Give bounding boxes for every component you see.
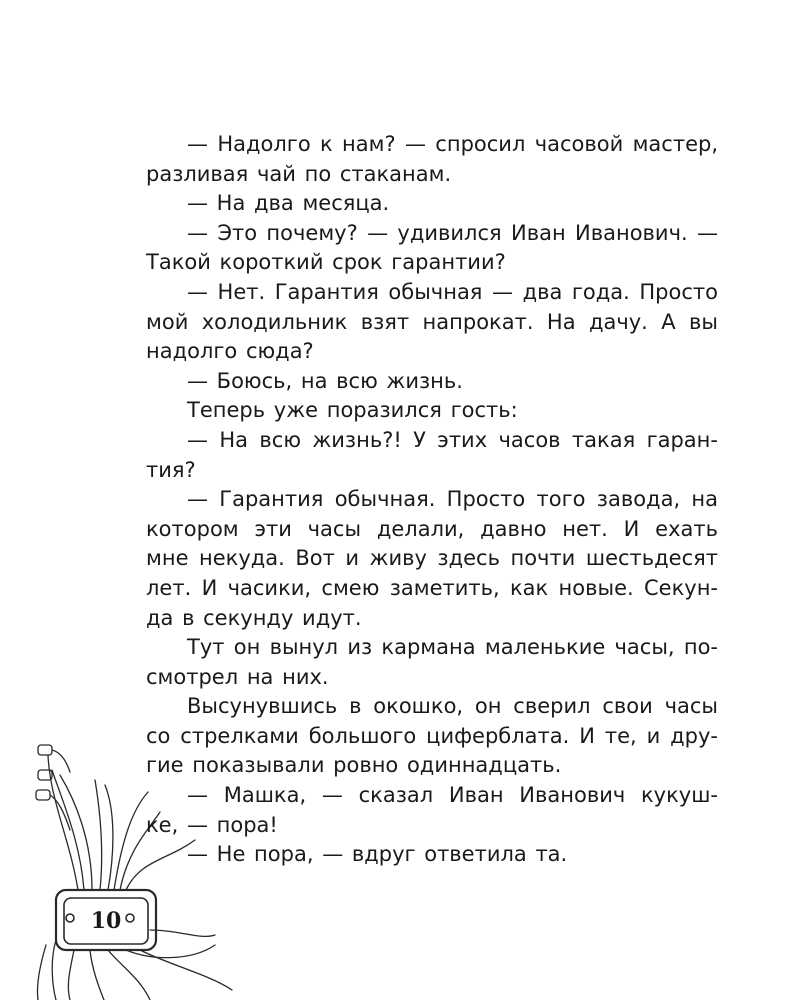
text-line: — Нет. Гарантия обычная — два года. Просто — [187, 279, 718, 304]
text-line: — Боюсь, на всю жизнь. — [187, 368, 463, 393]
story-text — [146, 130, 718, 870]
text-line: разливая чай по стаканам. — [146, 161, 452, 186]
text-line: да в секунду идут. — [146, 605, 362, 630]
text-line: — Не пора, — вдруг ответила та. — [187, 842, 568, 867]
text-line: гие показывали ровно одиннадцать. — [146, 753, 562, 778]
text-line: — Машка, — сказал Иван Иванович кукуш- — [187, 783, 718, 808]
text-line: Тут он вынул из кармана маленькие часы, по- — [187, 635, 718, 660]
text-line: лет. И часики, смею заметить, как новые. Секун- — [146, 575, 718, 600]
text-line: со стрелками большого циферблата. И те, и дру- — [146, 723, 718, 748]
text-line: мне некуда. Вот и живу здесь почти шестьдесят — [146, 546, 718, 571]
text-line: Высунувшись в окошко, он сверил свои часы — [187, 694, 718, 719]
text-line: Такой короткий срок гарантии? — [146, 250, 506, 275]
text-line: Теперь уже поразился гость: — [187, 398, 518, 423]
text-line: — Надолго к нам? — спросил часовой мастер, — [187, 132, 718, 156]
page-number: 10 — [90, 908, 122, 934]
text-line: мой холодильник взят напрокат. На дачу. А вы — [146, 309, 718, 334]
text-line: — На всю жизнь?! У этих часов такая гаран- — [187, 427, 718, 452]
text-line: котором эти часы делали, давно нет. И ехать — [146, 516, 718, 541]
text-line: тия? — [146, 457, 196, 482]
text-line: — На два месяца. — [187, 191, 390, 216]
text-line: надолго сюда? — [146, 339, 314, 364]
text-line: — Это почему? — удивился Иван Иванович. — — [187, 220, 718, 245]
text-line: ке, — пора! — [146, 812, 278, 837]
text-line: смотрел на них. — [146, 664, 329, 689]
text-line: — Гарантия обычная. Просто того завода, на — [187, 487, 718, 512]
